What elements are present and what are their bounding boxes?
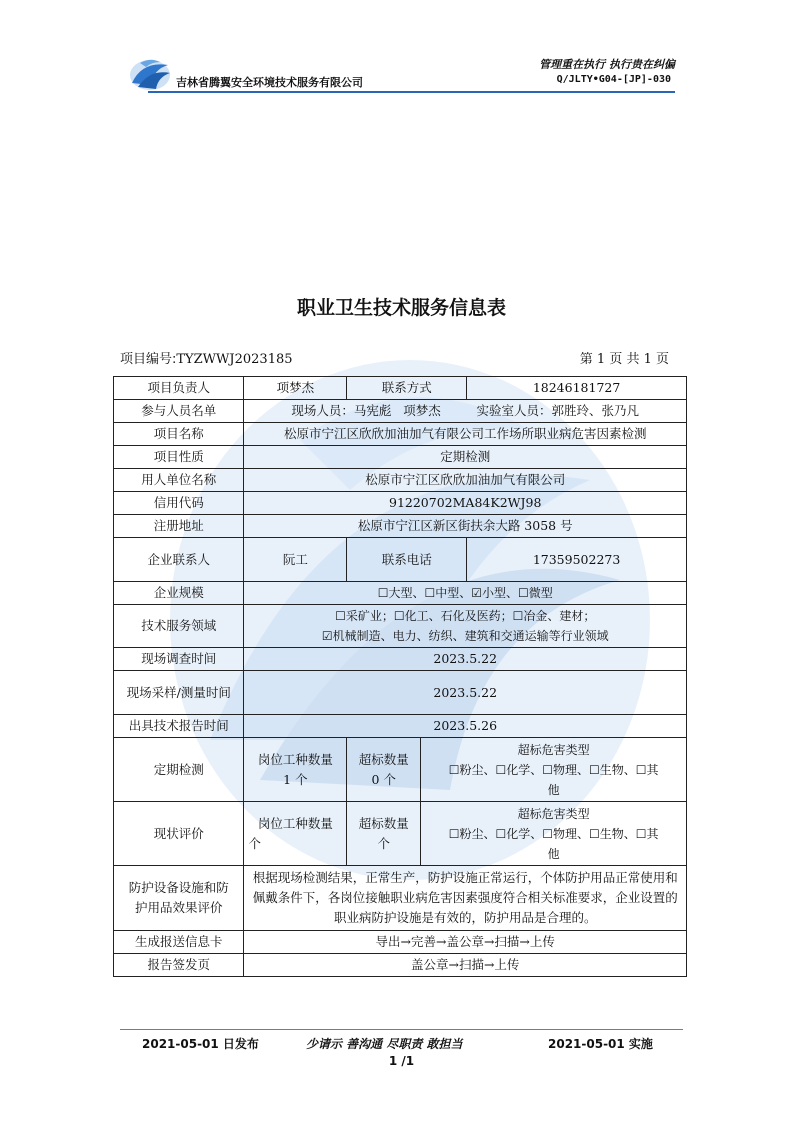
footer-divider [120, 1029, 683, 1030]
protection-evaluation-text: 根据现场检测结果，正常生产，防护设施正常运行，个体防护用品正常使用和佩戴条件下，各岗位接触职业病危害因素强度符合相关标准要求，企业设置的职业病防护设施是有效的，防护用品是合理的。 [244, 866, 687, 931]
service-field-checkboxes [244, 605, 687, 648]
cell-label: 项目名称 [114, 423, 244, 446]
cell-label: 定期检测 [114, 738, 244, 802]
cell-value: 91220702MA84K2WJ98 [244, 492, 687, 515]
table-row [114, 738, 687, 802]
hazard-type-line-2: 他 [547, 782, 560, 797]
over-count-value: 个 [377, 835, 391, 851]
cell-label: 信用代码 [114, 492, 244, 515]
service-field-line-1: ☐采矿业；☐化工、石化及医药；☐冶金、建材； [335, 609, 596, 623]
cell-label: 项目负责人 [114, 377, 244, 400]
over-count-value: 0 个 [371, 771, 396, 787]
cell-label [114, 866, 244, 931]
cell-value: 松原市宁江区欣欣加油加气有限公司工作场所职业病危害因素检测 [244, 423, 687, 446]
cell-label: 联系方式 [347, 377, 467, 400]
cell-label: 企业规模 [114, 582, 244, 605]
page-info: 第 1 页 共 1 页 [579, 352, 669, 367]
cell-label: 联系电话 [347, 538, 467, 582]
over-count-label: 超标数量 [358, 751, 409, 767]
table-row [114, 671, 687, 715]
post-count-label: 岗位工种数量 [257, 815, 333, 831]
footer-slogan: 少请示 善沟通 尽职责 敢担当 [306, 1037, 463, 1051]
cell-label: 出具技术报告时间 [114, 715, 244, 738]
table-row [114, 515, 687, 538]
post-count-value: 1 个 [283, 771, 308, 787]
table-row [114, 802, 687, 866]
over-count-label: 超标数量 [358, 815, 409, 831]
cell-label: 企业联系人 [114, 538, 244, 582]
table-row [114, 400, 687, 423]
cell-value: 18246181727 [467, 377, 687, 400]
cell-value: 项梦杰 [244, 377, 347, 400]
cell-value: 导出→完善→盖公章→扫描→上传 [244, 931, 687, 954]
hazard-type-cell [421, 802, 687, 866]
cell-value: 盖公章→扫描→上传 [244, 954, 687, 977]
cell-label: 现场采样/测量时间 [114, 671, 244, 715]
table-row [114, 954, 687, 977]
header-divider [148, 91, 675, 93]
cell-value: 2023.5.22 [244, 648, 687, 671]
over-count-cell [347, 802, 421, 866]
table-row [114, 715, 687, 738]
project-number [120, 348, 293, 367]
release-date: 2021-05-01 日发布 [142, 1037, 259, 1051]
cell-value: 2023.5.26 [244, 715, 687, 738]
table-row [114, 582, 687, 605]
cell-value: 定期检测 [244, 446, 687, 469]
cell-label: 报告签发页 [114, 954, 244, 977]
cell-value: 2023.5.22 [244, 671, 687, 715]
hazard-type-cell [421, 738, 687, 802]
post-count-value: 个 [248, 835, 261, 851]
cell-label-line-1: 防护设备设施和防 [128, 880, 229, 895]
cell-label: 生成报送信息卡 [114, 931, 244, 954]
cell-value: 17359502273 [467, 538, 687, 582]
hazard-type-line-1: ☐粉尘、☐化学、☐物理、☐生物、☐其 [448, 826, 659, 841]
page-number: 1 /1 [388, 1054, 415, 1068]
cell-value: 阮工 [244, 538, 347, 582]
table-row [114, 446, 687, 469]
company-logo [128, 55, 172, 91]
table-row [114, 605, 687, 648]
table-row [114, 538, 687, 582]
page-header [0, 0, 803, 100]
cell-label: 现场调查时间 [114, 648, 244, 671]
cell-value: 松原市宁江区新区街扶余大路 3058 号 [244, 515, 687, 538]
service-field-line-2: ☑机械制造、电力、纺织、建筑和交通运输等行业领域 [321, 629, 609, 643]
over-count-cell [347, 738, 421, 802]
project-number-value: TYZWWJ2023185 [176, 352, 293, 367]
cell-value: 现场人员：马宪彪 项梦杰 实验室人员：郭胜玲、张乃凡 [244, 400, 687, 423]
info-table [113, 376, 687, 977]
hazard-type-title: 超标危害类型 [517, 806, 590, 821]
cell-label: 用人单位名称 [114, 469, 244, 492]
cell-value: 松原市宁江区欣欣加油加气有限公司 [244, 469, 687, 492]
cell-label: 技术服务领域 [114, 605, 244, 648]
page-title: 职业卫生技术服务信息表 [296, 297, 506, 319]
hazard-type-line-1: ☐粉尘、☐化学、☐物理、☐生物、☐其 [448, 762, 659, 777]
effective-date: 2021-05-01 实施 [548, 1037, 653, 1051]
cell-label: 参与人员名单 [114, 400, 244, 423]
document-code: Q/JLTY•G04-[JP]-030 [556, 74, 671, 85]
enterprise-scale-checkboxes: ☐大型、☐中型、☑小型、☐微型 [244, 582, 687, 605]
post-count-cell [244, 738, 347, 802]
table-row [114, 648, 687, 671]
company-name: 吉林省腾翼安全环境技术服务有限公司 [176, 76, 363, 89]
cell-label: 现状评价 [114, 802, 244, 866]
table-row [114, 866, 687, 931]
cell-label: 注册地址 [114, 515, 244, 538]
table-row [114, 931, 687, 954]
hazard-type-line-2: 他 [547, 846, 560, 861]
hazard-type-title: 超标危害类型 [517, 742, 590, 757]
post-count-label: 岗位工种数量 [257, 751, 333, 767]
project-number-label: 项目编号: [120, 352, 177, 367]
table-row [114, 377, 687, 400]
cell-label: 项目性质 [114, 446, 244, 469]
table-row [114, 492, 687, 515]
table-row [114, 469, 687, 492]
cell-label-line-2: 护用品效果评价 [134, 900, 223, 915]
table-row [114, 423, 687, 446]
post-count-cell [244, 802, 347, 866]
header-motto: 管理重在执行 执行贵在纠偏 [539, 58, 675, 71]
